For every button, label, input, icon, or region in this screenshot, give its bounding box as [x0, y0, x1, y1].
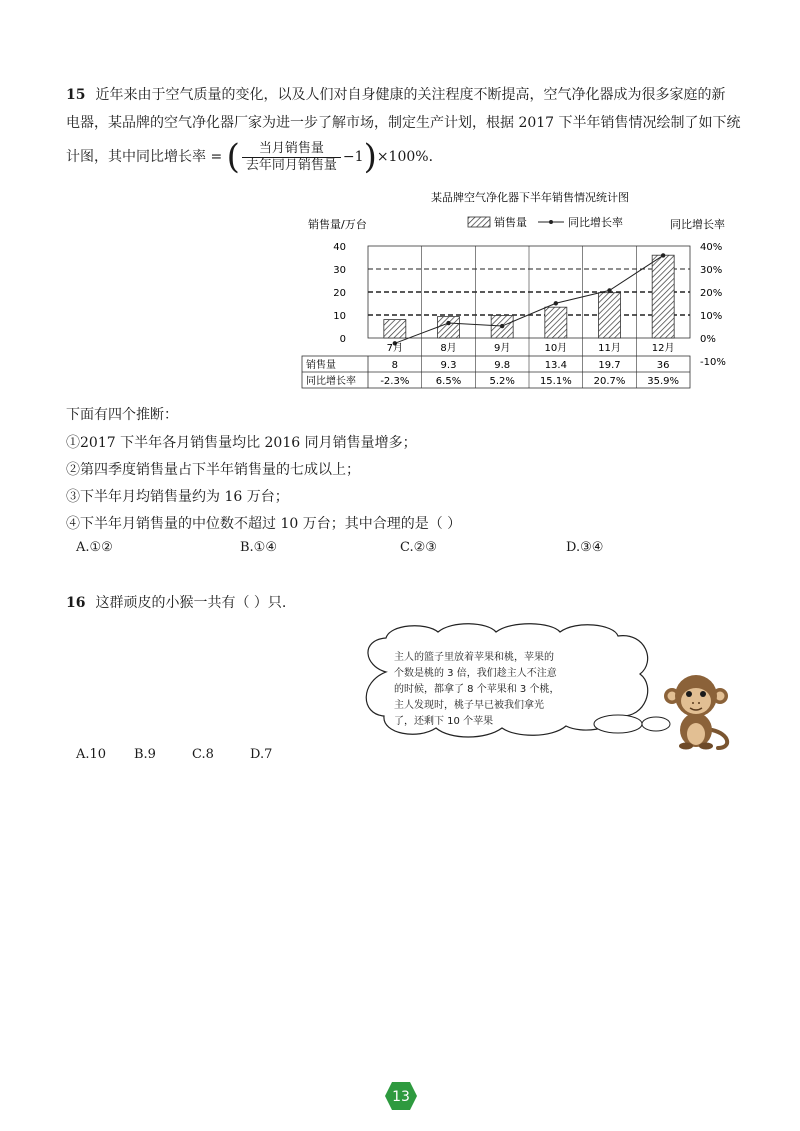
- sales-chart: [300, 188, 732, 394]
- table-row2-label: 同比增长率: [306, 376, 356, 387]
- bubble-line-4: 主人发现时，桃子早已被我们拿光: [394, 700, 544, 711]
- bubble-line-5: 了，还剩下 10 个苹果: [394, 716, 494, 727]
- y2-tick-label: 0%: [700, 334, 716, 345]
- inference-2: ②第四季度销售量占下半年销售量的七成以上；: [66, 462, 360, 478]
- y-tick-label: 20: [333, 288, 346, 299]
- q16-option-b[interactable]: B.9: [134, 747, 156, 762]
- q15-formula-minus: −1: [342, 149, 364, 165]
- q16-option-c[interactable]: C.8: [192, 747, 214, 762]
- inference-1: ①2017 下半年各月销售量均比 2016 同月销售量增多；: [66, 435, 417, 451]
- page-number-badge: [384, 1081, 418, 1111]
- chart-title: 某品牌空气净化器下半年销售情况统计图: [431, 191, 629, 204]
- growth-point-2: [446, 321, 450, 325]
- legend-bar-swatch: [468, 217, 490, 227]
- x-category-label: 9月: [493, 343, 511, 354]
- legend-line-marker: [549, 220, 553, 224]
- y-tick-label: 30: [333, 265, 346, 276]
- q15-number: 15: [66, 87, 86, 103]
- q15-formula-prefix: 计图，其中同比增长率 =: [66, 149, 223, 165]
- q15-intro: 下面有四个推断：: [66, 407, 178, 423]
- inference-4: ④下半年月销售量的中位数不超过 10 万台；其中合理的是（ ）: [66, 516, 462, 532]
- y2-tick-label: 40%: [700, 242, 723, 253]
- chart-plot-area: [333, 242, 726, 368]
- bubble-trail-large: [594, 715, 642, 733]
- q16-option-d[interactable]: D.7: [250, 747, 273, 762]
- chart-ylabel: 销售量/万台: [308, 218, 367, 231]
- y2-tick-label: 30%: [700, 265, 723, 276]
- table-sales-cell: 36: [656, 360, 670, 371]
- q15-text-line2: 电器，某品牌的空气净化器厂家为进一步了解市场，制定生产计划，根据 2017 下半年销售情况绘制了如下统: [66, 115, 741, 131]
- table-growth-cell: 5.2%: [489, 376, 515, 387]
- q15-option-c[interactable]: C.②③: [400, 540, 437, 555]
- q16-number: 16: [66, 595, 86, 611]
- bubble-line-3: 的时候，都拿了 8 个苹果和 3 个桃，: [394, 684, 560, 695]
- q15-text-line1: 近年来由于空气质量的变化，以及人们对自身健康的关注程度不断提高，空气净化器成为很多家庭的新: [95, 87, 726, 103]
- y-tick-label: 10: [333, 311, 346, 322]
- table-growth-cell: 35.9%: [647, 376, 680, 387]
- x-category-label: 12月: [651, 343, 675, 354]
- legend-bar-label: 销售量: [494, 216, 527, 229]
- bar-1: [384, 320, 406, 338]
- bar-6: [652, 255, 674, 338]
- y2-tick-label: -10%: [700, 357, 726, 368]
- table-sales-cell: 13.4: [544, 360, 567, 371]
- y-tick-label: 40: [333, 242, 346, 253]
- x-category-label: 11月: [598, 343, 621, 354]
- q16-option-a[interactable]: A.10: [76, 747, 107, 762]
- q16-line: [66, 594, 286, 612]
- chart-y2label: 同比增长率: [670, 218, 725, 231]
- growth-point-5: [607, 288, 611, 292]
- table-sales-cell: 9.8: [494, 360, 511, 371]
- table-growth-cell: -2.3%: [380, 376, 410, 387]
- bar-2: [438, 317, 460, 338]
- q15-fraction: [242, 141, 341, 174]
- q15-line1: [66, 86, 725, 104]
- monkey-icon: [660, 672, 736, 750]
- bubble-line-1: 主人的篮子里放着苹果和桃，苹果的: [394, 652, 554, 663]
- x-category-label: 10月: [544, 343, 568, 354]
- y2-tick-label: 20%: [700, 288, 723, 299]
- y-tick-label: 0: [339, 334, 346, 345]
- x-category-label: 7月: [386, 343, 404, 354]
- bar-5: [599, 293, 621, 338]
- inference-3: ③下半年月均销售量约为 16 万台；: [66, 489, 289, 505]
- growth-point-4: [554, 301, 558, 305]
- q15-formula-tail: ×100%．: [376, 149, 443, 165]
- growth-point-3: [500, 324, 504, 328]
- table-growth-cell: 6.5%: [435, 376, 462, 387]
- table-row1-label: 销售量: [306, 360, 336, 371]
- growth-point-6: [661, 253, 665, 257]
- q15-option-b[interactable]: B.①④: [240, 540, 277, 555]
- legend-line-label: 同比增长率: [568, 216, 623, 229]
- q15-option-a[interactable]: A.①②: [76, 540, 113, 555]
- q15-option-d[interactable]: D.③④: [566, 540, 604, 555]
- table-growth-cell: 15.1%: [539, 376, 572, 387]
- q15-formula-line: 计图，其中同比增长率 = ( $\frac{\text{当月销售量}}{\text{去年同月销售量}}$ −1)×100%．: [66, 137, 443, 177]
- table-sales-cell: 8: [391, 360, 399, 371]
- bar-4: [545, 307, 567, 338]
- page-number: 13: [392, 1089, 410, 1105]
- q16-question: 这群顽皮的小猴一共有（ ）只.: [95, 595, 287, 611]
- table-sales-cell: 9.3: [440, 360, 457, 371]
- bubble-line-2: 个数是桃的 3 倍，我们趁主人不注意: [394, 668, 557, 679]
- fraction-denominator: 去年同月销售量: [245, 157, 337, 173]
- y2-tick-label: 10%: [700, 311, 723, 322]
- fraction-numerator: 当月销售量: [242, 141, 341, 158]
- x-category-label: 8月: [440, 343, 457, 354]
- table-growth-cell: 20.7%: [593, 376, 626, 387]
- table-sales-cell: 19.7: [598, 360, 621, 371]
